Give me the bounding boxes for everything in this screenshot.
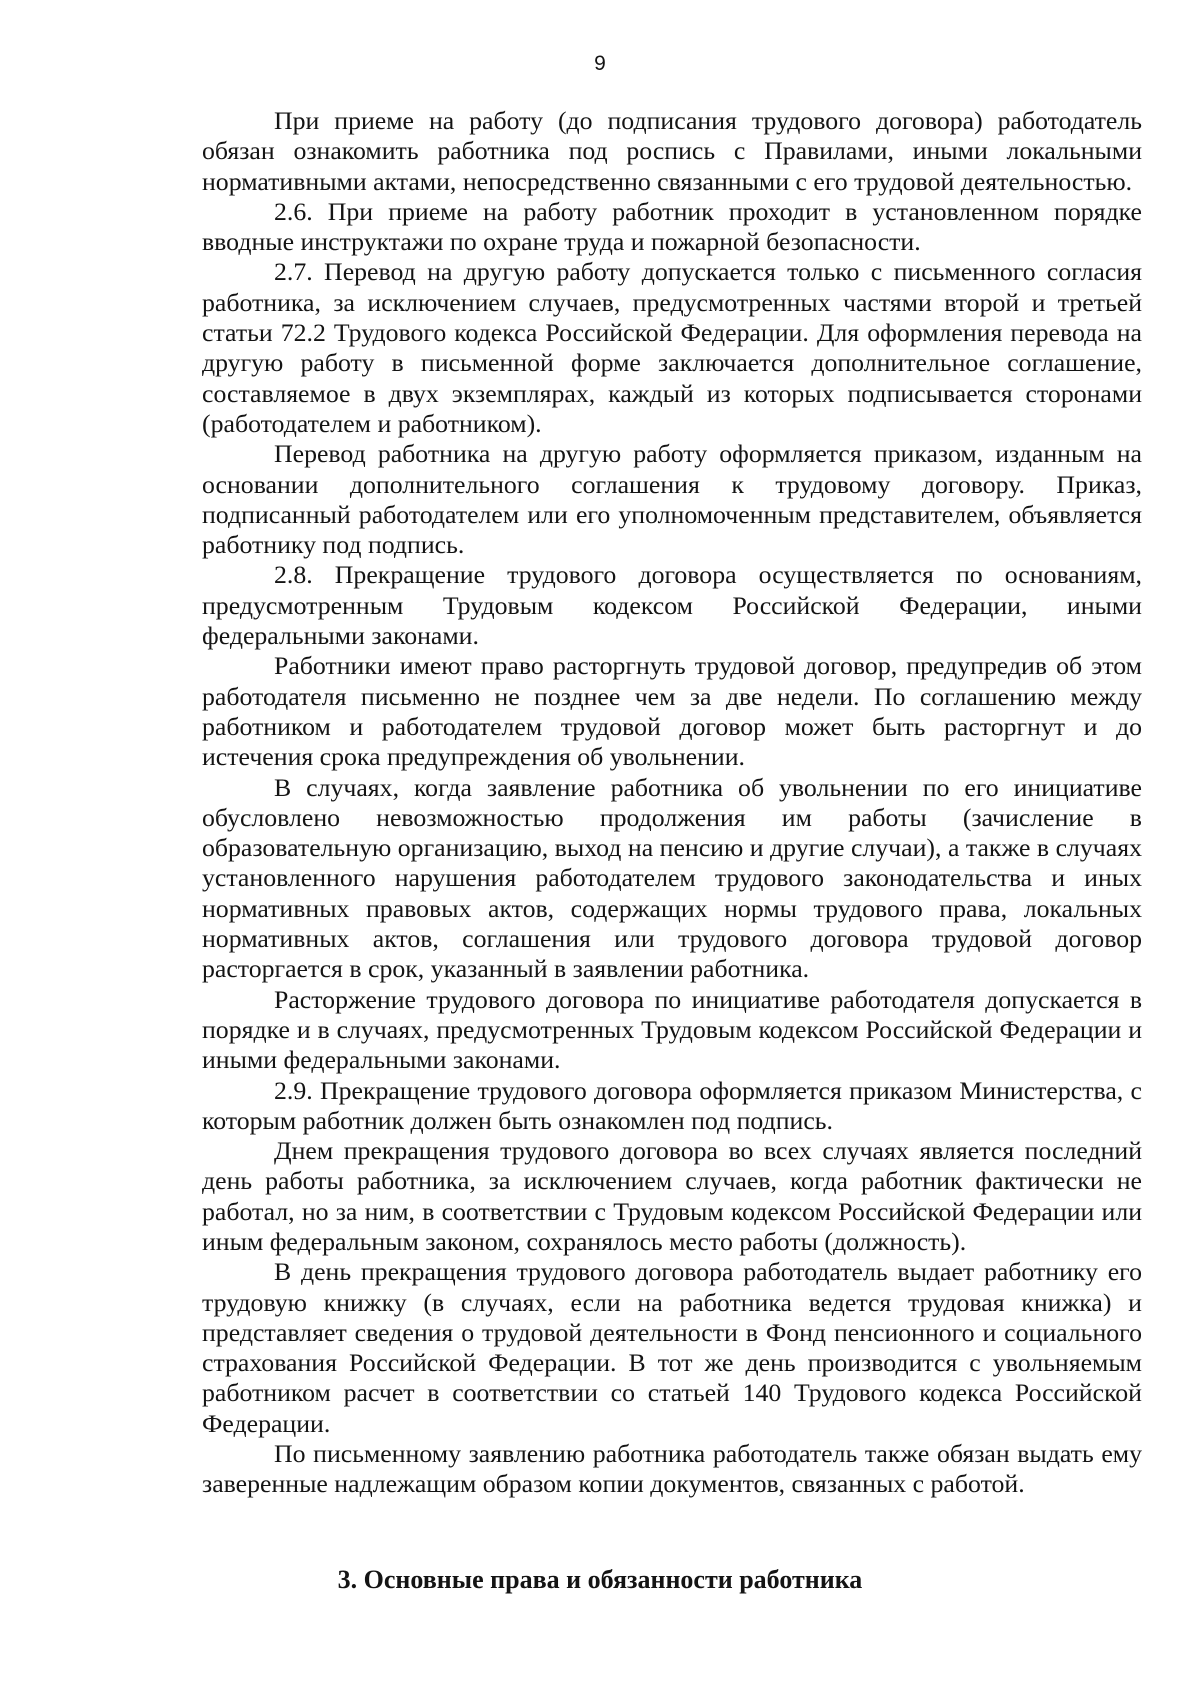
paragraph: По письменному заявлению работника работодатель также обязан выдать ему заверенные надлежащим образом копии документов, связанных с работой. <box>202 1439 1142 1499</box>
paragraph: 2.8. Прекращение трудового договора осуществляется по основаниям, предусмотренным Трудовым кодексом Российской Федерации, иными федеральными законами. <box>202 560 1142 651</box>
paragraph: Расторжение трудового договора по инициативе работодателя допускается в порядке и в случаях, предусмотренных Трудовым кодексом Российской Федерации и иными федеральными законами. <box>202 984 1142 1075</box>
paragraph: 2.7. Перевод на другую работу допускается только с письменного согласия работника, за исключением случаев, предусмотренных частями второй и третьей статьи 72.2 Трудового кодекса Российской Федерации. Для оформления перевода на другую работу в письменной форме заключается дополнительное соглашение, составляемое в двух экземплярах, каждый из которых подписывается сторонами (работодателем и работником). <box>202 257 1142 438</box>
paragraph: В день прекращения трудового договора работодатель выдает работнику его трудовую книжку (в случаях, если на работника ведется трудовая книжка) и представляет сведения о трудовой деятельности в Фонд пенсионного и социального страхования Российской Федерации. В тот же день производится с увольняемым работником расчет в соответствии со статьей 140 Трудового кодекса Российской Федерации. <box>202 1257 1142 1438</box>
paragraph: Перевод работника на другую работу оформляется приказом, изданным на основании дополнительного соглашения к трудовому договору. Приказ, подписанный работодателем или его уполномоченным представителем, объявляется работнику под подпись. <box>202 439 1142 560</box>
paragraph: В случаях, когда заявление работника об увольнении по его инициативе обусловлено невозможностью продолжения им работы (зачисление в образовательную организацию, выход на пенсию и другие случаи), а также в случаях установленного нарушения работодателем трудового законодательства и иных нормативных правовых актов, содержащих нормы трудового права, локальных нормативных актов, соглашения или трудового договора трудовой договор расторгается в срок, указанный в заявлении работника. <box>202 772 1142 984</box>
paragraph: Днем прекращения трудового договора во всех случаях является последний день работы работника, за исключением случаев, когда работник фактически не работал, но за ним, в соответствии с Трудовым кодексом Российской Федерации или иным федеральным законом, сохранялось место работы (должность). <box>202 1136 1142 1256</box>
section-heading: 3. Основные права и обязанности работника <box>337 1565 863 1594</box>
paragraph: Работники имеют право расторгнуть трудовой договор, предупредив об этом работодателя письменно не позднее чем за две недели. По соглашению между работником и работодателем трудовой договор может быть расторгнут и до истечения срока предупреждения об увольнении. <box>202 651 1142 772</box>
page-number: 9 <box>594 52 606 75</box>
paragraph: 2.9. Прекращение трудового договора оформляется приказом Министерства, с которым работник должен быть ознакомлен под подпись. <box>202 1075 1142 1135</box>
paragraph: При приеме на работу (до подписания трудового договора) работодатель обязан ознакомить работника под роспись с Правилами, иными локальными нормативными актами, непосредственно связанными с его трудовой деятельностью. <box>202 106 1142 196</box>
document-body <box>202 106 1142 1500</box>
paragraph: 2.6. При приеме на работу работник проходит в установленном порядке вводные инструктажи по охране труда и пожарной безопасности. <box>202 196 1142 257</box>
